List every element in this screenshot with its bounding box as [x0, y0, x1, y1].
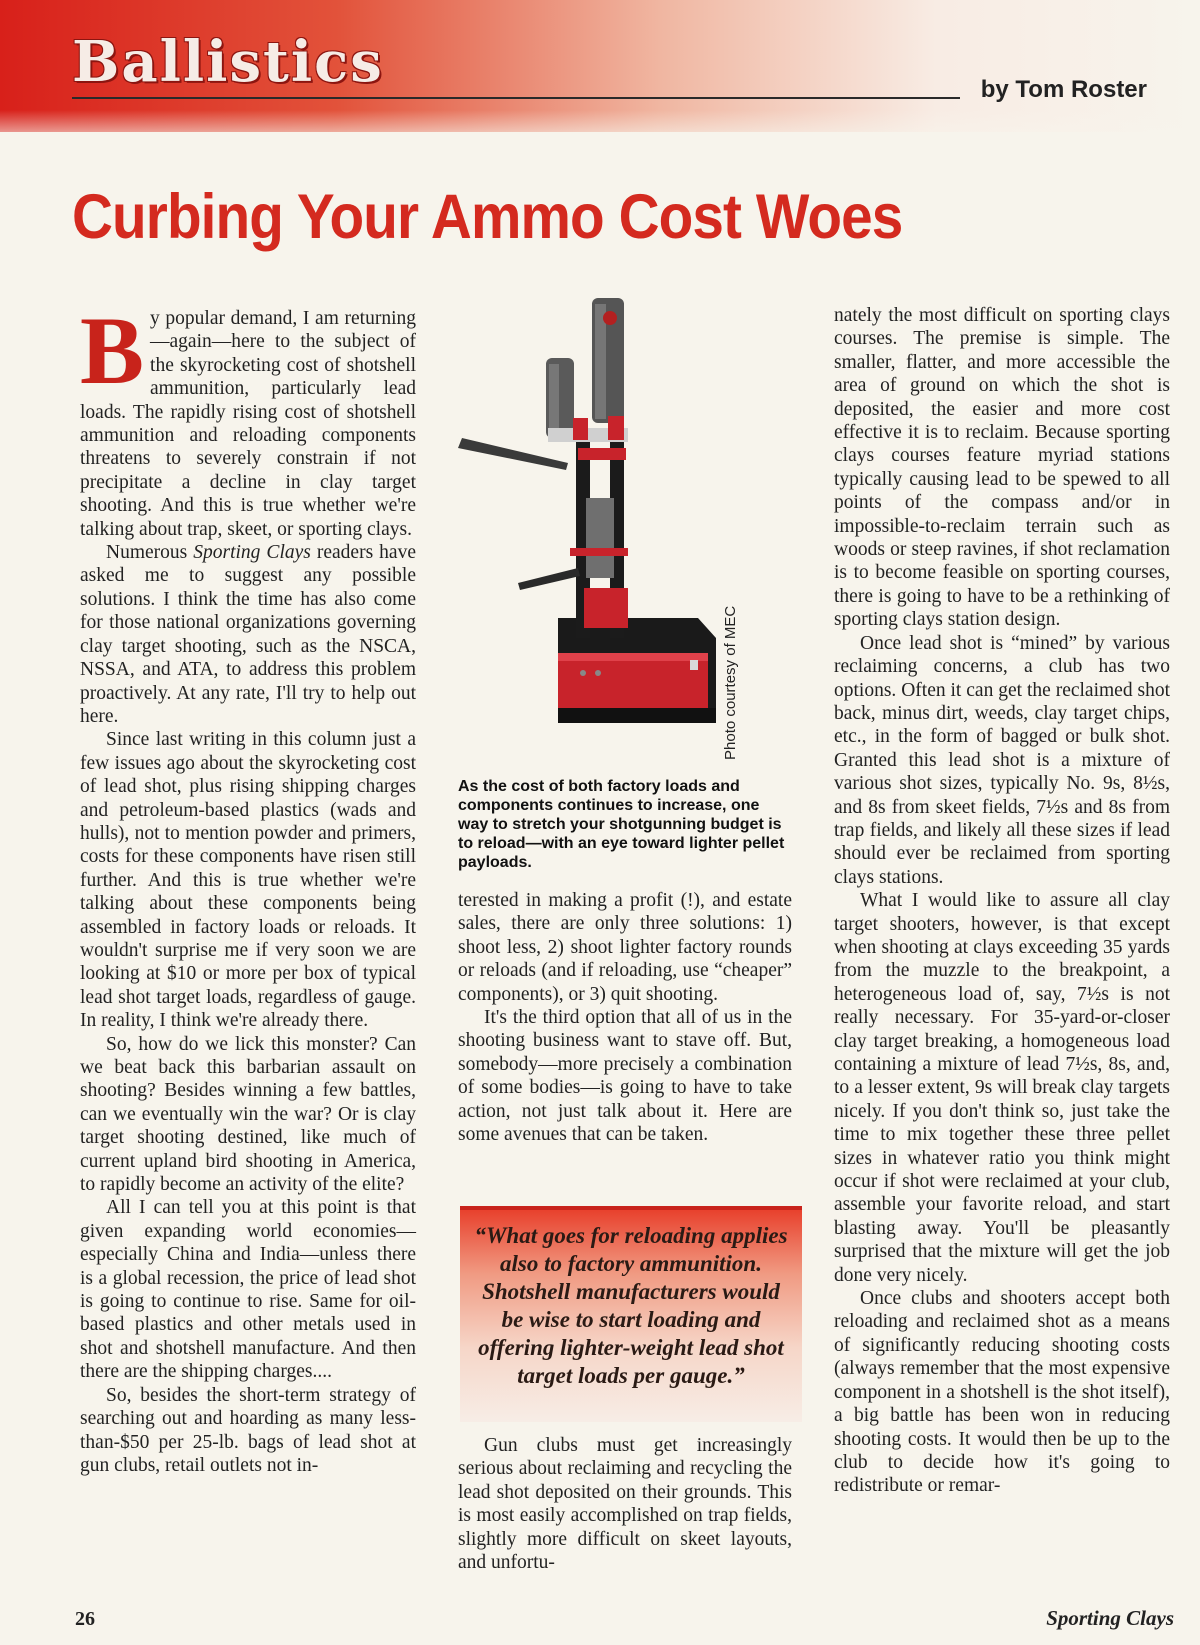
paragraph: [80, 297, 416, 541]
article-headline: Curbing Your Ammo Cost Woes: [72, 182, 903, 252]
section-title: Ballistics: [72, 29, 384, 95]
drop-cap: B: [80, 297, 145, 404]
reloading-press-photo: [458, 298, 758, 760]
header-band-fade: [0, 110, 1200, 150]
page-number: 26: [75, 1608, 95, 1630]
paragraph: Once lead shot is “mined” by various reclaiming concerns, a club has two options. Often it can get the reclaimed shot back, minus dirt, weeds, clay target chips, etc., in the form of bagged or bulk shot. Granted this lead shot is a mixture of various shot sizes, typically No. 9s, 8½s, and 8s from skeet fields, 7½s and 8s from trap fields, and likely all these sizes if lead should ever be reclaimed from sporting clays stations.: [834, 632, 1170, 888]
column-2-continued: [458, 1434, 792, 1574]
magazine-title: Sporting Clays: [193, 542, 311, 564]
paragraph: What I would like to assure all clay target shooters, however, is that except when shooting at clays exceeding 35 yards from the muzzle to the breakpoint, a heterogeneous load of, say, 7½s is not really necessary. For 35-yard-or-closer clay target breaking, a homogeneous load containing a mixture of lead 7½s, 8s, and, to a lesser extent, 9s will break clay targets nicely. If you don't think so, just take the time to mix together these three pellet sizes in whatever ratio you think might occur if shot were reclaimed at your club, assemble your favorite reload, and start blasting away. You'll be pleasantly surprised that the mixture will get the job done very nicely.: [834, 890, 1170, 1286]
paragraph: Gun clubs must get increasingly serious about reclaiming and recycling the lead shot deposited on their grounds. This is most easily accomplished on trap fields, slightly more difficult on skeet layouts, and unfortu-: [458, 1435, 792, 1574]
column-2: [458, 889, 792, 1146]
column-1: [80, 297, 416, 1477]
paragraph: nately the most difficult on sporting clays courses. The premise is simple. The smaller, flatter, and more accessible the area of ground on which the shot is deposited, the easier and more cost effective it is to reclaim. Because sporting clays courses feature myriad stations typically causing lead to be spewed to all points of the compass and/or in impossible-to-reclaim terrain such as woods or steep ravines, if shot reclamation is to become feasible on sporting courses, there is going to have to be a rethinking of sporting clays station design.: [834, 305, 1170, 631]
byline: by Tom Roster: [980, 76, 1147, 103]
paragraph-text: Numerous: [106, 542, 194, 564]
publication-name: Sporting Clays: [1046, 1606, 1174, 1630]
paragraph: [80, 541, 416, 728]
pull-quote-text: “What goes for reloading applies also to factory ammunition. Shotshell manufacturers would be wise to start loading and offering lighter-weight lead shot target loads per gauge.”: [474, 1223, 788, 1388]
header-rule: [72, 97, 960, 99]
paragraph: So, how do we lick this monster? Can we beat back this barbarian assault on shooting? Besides winning a few battles, can we eventually win the war? Or is clay target shooting destined, like much of current upland bird shooting in America, to rapidly become an activity of the elite?: [80, 1033, 416, 1196]
paragraph-text: y popular demand, I am returning—again—here to the subject of the skyrocketing cost of shotshell ammunition, particularly lead loads. The rapidly rising cost of shotshell ammunition and reloading components threatens to severely constrain if not precipitate a decline in clay target shooting. And this is true whether we're talking about trap, skeet, or sporting clays.: [80, 308, 416, 540]
paragraph-text: readers have asked me to suggest any possible solutions. I think the time has also come for those national organizations governing clay target shooting, such as the NSCA, NSSA, and ATA, to address this problem proactively. At any rate, I'll try to help out here.: [80, 542, 416, 727]
paragraph: All I can tell you at this point is that given expanding world economies—especially China and India—unless there is a global recession, the price of lead shot is going to continue to rise. Same for oil-based plastics and other metals used in shot and shotshell manufacture. And then there are the shipping charges....: [80, 1197, 416, 1383]
column-3: [834, 304, 1170, 1498]
paragraph: So, besides the short-term strategy of searching out and hoarding as many less-than-$50 per 25-lb. bags of lead shot at gun clubs, retail outlets not in-: [80, 1384, 416, 1476]
paragraph: Once clubs and shooters accept both reloading and reclaimed shot as a means of significantly reducing shooting costs (always remember that the most expensive component in a shotshell is the shot itself), a big battle has been won in reducing shooting costs. It would then be up to the club to decide how it's going to redistribute or remar-: [834, 1288, 1170, 1497]
paragraph: It's the third option that all of us in the shooting business want to stave off. But, somebody—more precisely a combination of some bodies—is going to have to take action, not just talk about it. Here are some avenues that can be taken.: [458, 1007, 792, 1146]
paragraph: Since last writing in this column just a few issues ago about the skyrocketing cost of lead shot, plus rising shipping charges and petroleum-based plastics (wads and hulls), not to mention powder and primers, costs for these components have risen still further. And this is true whether we're talking about these components being assembled in factory loads or reloads. It wouldn't surprise me if very soon we are looking at $10 or more per box of typical lead shot target loads, regardless of gauge. In reality, I think we're already there.: [80, 729, 416, 1032]
photo-credit: Photo courtesy of MEC: [722, 605, 739, 760]
paragraph: terested in making a profit (!), and estate sales, there are only three solutions: 1) shoot less, 2) shoot lighter factory rounds or reloads (and if reloading, use “cheaper” components), or 3) quit shooting.: [458, 890, 792, 1005]
pull-quote: [460, 1206, 802, 1422]
photo-caption: As the cost of both factory loads and components continues to increase, one way to stretch your shotgunning budget is to reload—with an eye toward lighter pellet payloads.: [458, 778, 785, 871]
